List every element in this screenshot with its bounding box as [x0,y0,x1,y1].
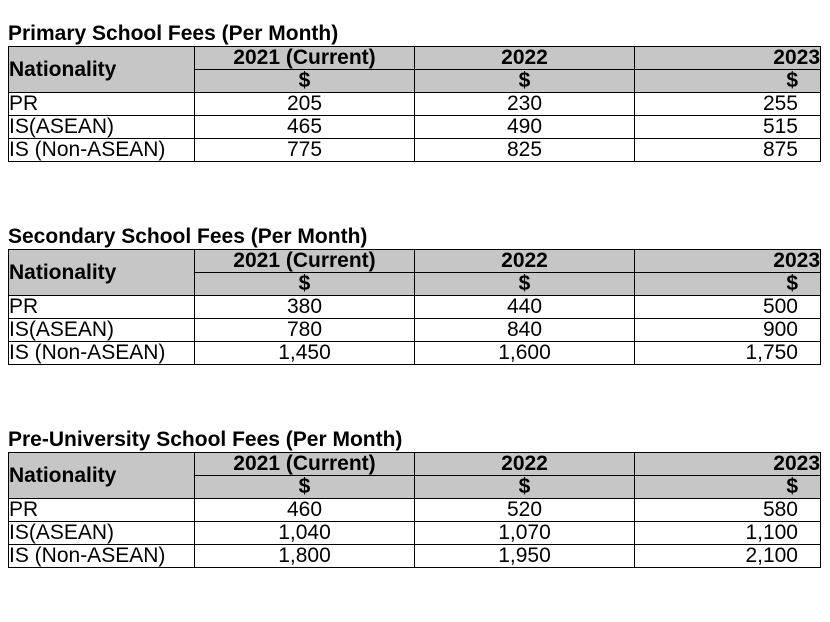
fee-table [8,46,821,162]
fee-value: 1,750 [635,342,821,365]
fee-value: 490 [415,116,635,139]
table-row [9,296,821,319]
unit-header: $ [195,273,415,296]
fee-value: 230 [415,93,635,116]
year-header-2023: 2023 [635,250,821,273]
table-row [9,139,821,162]
fee-value: 465 [195,116,415,139]
table-row [9,319,821,342]
fee-value: 440 [415,296,635,319]
unit-header: $ [415,476,635,499]
row-label: PR [9,499,195,522]
fee-value: 900 [635,319,821,342]
fee-section [8,22,820,162]
fee-value: 825 [415,139,635,162]
fee-value: 1,040 [195,522,415,545]
section-title: Primary School Fees (Per Month) [8,22,339,45]
fee-table [8,452,821,568]
fee-value: 875 [635,139,821,162]
fee-value: 1,450 [195,342,415,365]
fee-value: 840 [415,319,635,342]
table-row [9,93,821,116]
fee-value: 1,800 [195,545,415,568]
table-row [9,545,821,568]
header-row-years [9,453,821,476]
unit-header: $ [415,70,635,93]
header-row-years [9,47,821,70]
row-label: IS (Non-ASEAN) [9,545,195,568]
fee-section [8,428,820,568]
year-header-2021: 2021 (Current) [195,250,415,273]
fee-value: 515 [635,116,821,139]
fee-section [8,225,820,365]
year-header-2021: 2021 (Current) [195,47,415,70]
fee-value: 1,600 [415,342,635,365]
fee-value: 460 [195,499,415,522]
row-label: IS (Non-ASEAN) [9,139,195,162]
fee-value: 780 [195,319,415,342]
row-label: PR [9,296,195,319]
fee-value: 580 [635,499,821,522]
row-label: IS (Non-ASEAN) [9,342,195,365]
fee-value: 1,070 [415,522,635,545]
unit-header: $ [195,476,415,499]
table-row [9,522,821,545]
nationality-header: Nationality [9,250,195,296]
year-header-2023: 2023 [635,47,821,70]
unit-header: $ [635,273,821,296]
table-row [9,342,821,365]
nationality-header: Nationality [9,47,195,93]
unit-header: $ [635,70,821,93]
fee-value: 775 [195,139,415,162]
row-label: IS(ASEAN) [9,522,195,545]
header-row-years [9,250,821,273]
row-label: IS(ASEAN) [9,116,195,139]
fee-value: 1,100 [635,522,821,545]
year-header-2022: 2022 [415,453,635,476]
table-row [9,499,821,522]
unit-header: $ [415,273,635,296]
row-label: PR [9,93,195,116]
section-title: Secondary School Fees (Per Month) [8,225,368,248]
unit-header: $ [635,476,821,499]
unit-header: $ [195,70,415,93]
fee-value: 380 [195,296,415,319]
year-header-2021: 2021 (Current) [195,453,415,476]
year-header-2023: 2023 [635,453,821,476]
nationality-header: Nationality [9,453,195,499]
section-title: Pre-University School Fees (Per Month) [8,428,403,451]
row-label: IS(ASEAN) [9,319,195,342]
fee-value: 520 [415,499,635,522]
fee-value: 500 [635,296,821,319]
fee-value: 205 [195,93,415,116]
fee-value: 255 [635,93,821,116]
year-header-2022: 2022 [415,250,635,273]
year-header-2022: 2022 [415,47,635,70]
fee-table [8,249,821,365]
fee-value: 1,950 [415,545,635,568]
fee-value: 2,100 [635,545,821,568]
table-row [9,116,821,139]
